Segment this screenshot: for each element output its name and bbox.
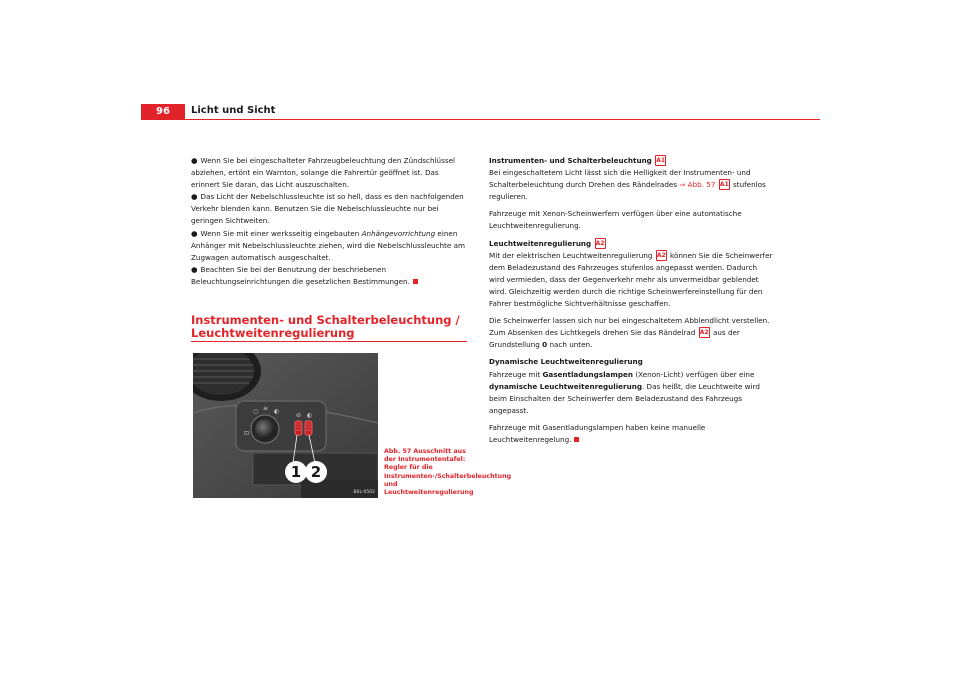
end-mark-icon <box>413 279 418 284</box>
svg-text:≡: ≡ <box>263 405 269 412</box>
bullet-icon: ● <box>191 156 198 165</box>
bullet-item: ● Beachten Sie bei der Benutzung der beschriebenen Beleuchtungseinrichtungen die gesetzlichen Bestimmungen. <box>191 264 469 288</box>
header-rule <box>141 119 820 120</box>
paragraph: Mit der elektrischen Leuchtweitenregulierung A2 können Sie die Scheinwerfer dem Beladezustand des Fahrzeuges stufenlos angepasst werden. Dadurch wird vermieden, dass der Gegenverkehr mehr als unvermeidbar geblendet wird. Gleichzeitig werden durch die richtige Scheinwerfereinstellung für den Fahrer bestmögliche Sichtverhältnisse geschaffen. <box>489 250 773 309</box>
heading-instrument-lighting: Instrumenten- und Schalterbeleuchtung A1 <box>489 156 666 165</box>
svg-text:◐: ◐ <box>307 412 313 419</box>
bullet-icon: ● <box>191 192 198 202</box>
callout-2: 2 <box>305 461 327 483</box>
bullet-icon: ● <box>191 264 198 274</box>
callout-a2-badge: A2 <box>656 251 666 259</box>
callout-1: 1 <box>285 461 307 483</box>
svg-text:⊡: ⊡ <box>244 430 250 437</box>
paragraph: Fahrzeuge mit Gasentladungslampen (Xenon-Licht) verfügen über eine dynamische Leuchtweitenregulierung. Das heißt, die Leuchtweite wird beim Einschalten der Scheinwerfer dem Beladezustand des Fahrzeugs angepasst. <box>489 369 760 415</box>
page-title: Licht und Sicht <box>191 105 276 116</box>
figure-caption: Abb. 57 Ausschnitt aus der Instrumententafel: Regler für die Instrumenten-/Schalterbeleuchtung und Leuchtweitenregulierung <box>384 448 512 497</box>
callout-a2-badge: A2 <box>699 329 709 337</box>
section-title: Instrumenten- und Schalterbeleuchtung / Leuchtweitenregulierung <box>191 313 460 340</box>
callout-a1-badge: A1 <box>719 181 729 189</box>
paragraph: Fahrzeuge mit Gasentladungslampen haben keine manuelle Leuchtweitenregelung. <box>489 422 706 444</box>
right-column <box>489 155 774 451</box>
bullet-item: ● Wenn Sie bei eingeschalteter Fahrzeugbeleuchtung den Zündschlüssel abziehen, ertönt ein Warnton, solange die Fahrertür geöffnet ist. Das erinnert Sie daran, das Licht auszuschalten. <box>191 156 455 190</box>
image-code: B6L-0502 <box>353 490 375 495</box>
paragraph: Bei eingeschaltetem Licht lässt sich die Helligkeit der Instrumenten- und Schalterbeleuchtung durch Drehen des Rändelrades ⇒ Abb. 57 A1 stufenlos regulieren. <box>489 168 766 202</box>
paragraph: Die Scheinwerfer lassen sich nur bei eingeschaltetem Abblendlicht verstellen. Zum Absenken des Lichtkegels drehen Sie das Rändelrad A2 aus der Grundstellung 0 nach unten. <box>489 316 770 350</box>
svg-text:⊘: ⊘ <box>296 412 302 419</box>
bullet-item: ● Wenn Sie mit einer werksseitig eingebauten Anhängevorrichtung einen Anhänger mit Nebelschlussleuchte ziehen, wird die Nebelschlussleuchte am Zugwagen automatisch ausgeschaltet. <box>191 228 465 262</box>
svg-text:◐: ◐ <box>274 408 280 415</box>
bullet-item: ● Das Licht der Nebelschlussleuchte ist so hell, dass es den nachfolgenden Verkehr blenden kann. Benutzen Sie die Nebelschlussleuchte nur bei geringen Sichtweiten. <box>191 192 464 226</box>
bullet-icon: ● <box>191 228 198 238</box>
page-number: 96 <box>141 104 185 120</box>
figure-reference-link[interactable]: ⇒ Abb. 57 <box>679 180 716 190</box>
paragraph: Fahrzeuge mit Xenon-Scheinwerfern verfügen über eine automatische Leuchtweitenregulierung. <box>489 209 742 231</box>
section-rule <box>191 341 467 342</box>
dashboard-photo <box>193 353 378 498</box>
callout-a2-badge: A2 <box>595 239 605 247</box>
end-mark-icon <box>574 437 579 442</box>
callout-a1-badge: A1 <box>656 157 666 164</box>
left-column <box>191 155 469 288</box>
heading-headlight-range: Leuchtweitenregulierung A2 <box>489 238 605 248</box>
heading-dynamic-range: Dynamische Leuchtweitenregulierung <box>489 357 643 367</box>
svg-text:○: ○ <box>253 408 259 415</box>
